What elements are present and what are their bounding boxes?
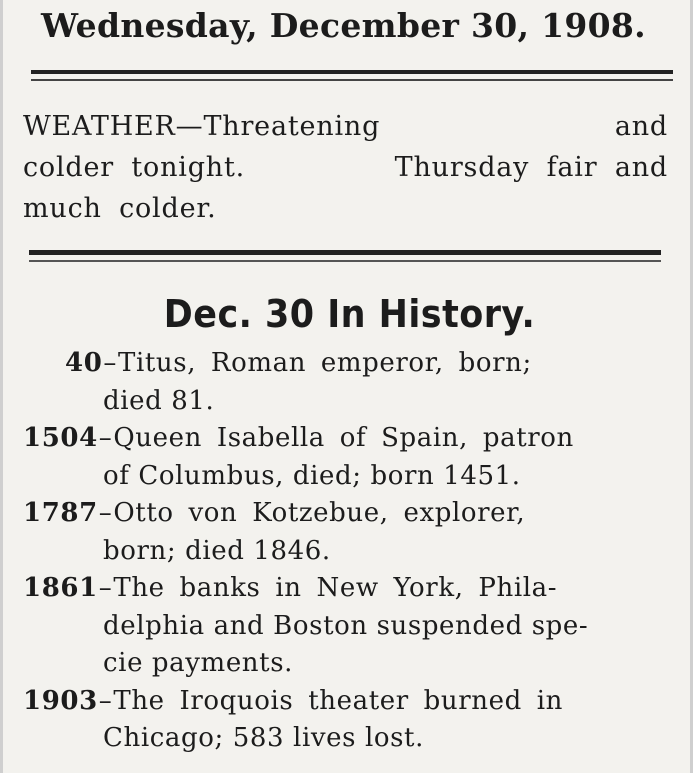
event-text: Queen Isabella of Spain, patron xyxy=(113,423,574,453)
event-text: Titus, Roman emperor, born; xyxy=(118,348,532,378)
mid-rule xyxy=(29,250,661,255)
dateline: Wednesday, December 30, 1908. xyxy=(41,6,646,45)
history-event: 1504 – Queen Isabella of Spain, patron of Columbus, died; born 1451. xyxy=(23,420,678,495)
weather-line-1-right: and xyxy=(614,111,668,142)
top-rule xyxy=(31,70,673,74)
history-title: Dec. 30 In History. xyxy=(163,292,536,336)
event-text-continued: died 81. xyxy=(103,385,215,416)
event-text: The banks in New York, Phila- xyxy=(113,573,558,603)
event-text-continued: Chicago; 583 lives lost. xyxy=(103,723,424,753)
weather-line-1-left: WEATHER—Threatening xyxy=(23,111,381,142)
history-events xyxy=(23,345,678,758)
event-text-continued: born; died 1846. xyxy=(103,535,331,566)
history-event: 40 – Titus, Roman emperor, born; died 81. xyxy=(23,345,678,420)
weather-line-3: much colder. xyxy=(23,193,217,224)
event-text: The Iroquois theater burned in xyxy=(113,685,563,716)
event-year: 1504 xyxy=(23,423,98,453)
event-year: 1861 xyxy=(23,573,98,603)
event-year: 40 xyxy=(65,348,103,378)
event-year: 1787 xyxy=(23,498,98,528)
history-event: 1787 – Otto von Kotzebue, explorer, born; died 1846. xyxy=(23,495,678,570)
event-year: 1903 xyxy=(23,685,98,716)
weather-line-2-right: Thursday fair and xyxy=(394,152,668,183)
event-text: Otto von Kotzebue, explorer, xyxy=(113,498,526,528)
weather-report xyxy=(23,106,668,229)
history-event: 1903 – The Iroquois theater burned in Chicago; 583 lives lost. xyxy=(23,683,678,758)
event-text-continued: delphia and Boston suspended spe- xyxy=(103,610,589,641)
history-event: 1861 – The banks in New York, Phila- delphia and Boston suspended spe- cie payments. xyxy=(23,570,678,683)
event-text-continued: of Columbus, died; born 1451. xyxy=(103,460,521,491)
mid-rule-thin xyxy=(29,260,661,262)
weather-line-1 xyxy=(23,106,668,147)
event-text-continued-2: cie payments. xyxy=(103,648,294,678)
weather-line-2-left: colder tonight. xyxy=(23,152,245,183)
weather-line-2 xyxy=(23,147,668,188)
top-rule-thin xyxy=(31,79,673,81)
